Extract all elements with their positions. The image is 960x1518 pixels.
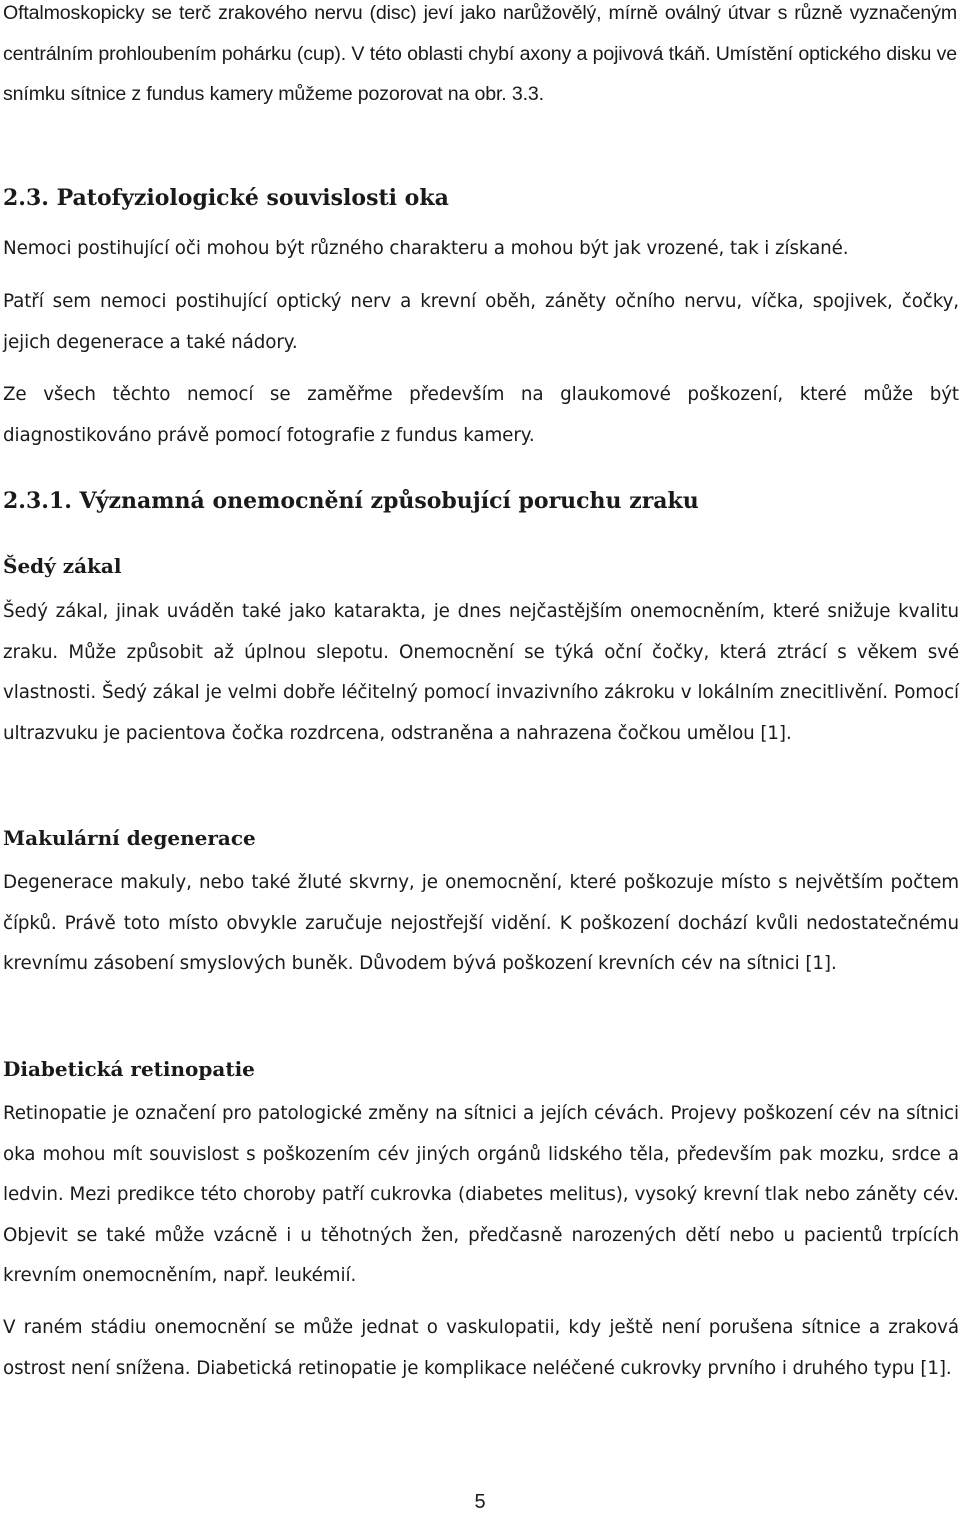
page-number: 5 (474, 1491, 486, 1513)
paragraph-disease-types: Patří sem nemoci postihující optický nerv a krevní oběh, záněty očního nervu, víčka, spojivek, čočky, jejich degenerace a také nádory. (3, 291, 959, 353)
paragraph-cataract: Šedý zákal, jinak uváděn také jako katarakta, je dnes nejčastějším onemocněním, které snižuje kvalitu zraku. Může způsobit až úplnou slepotu. Onemocnění se týká oční čočky, která ztrácí s věkem své vlastnosti. Šedý zákal je velmi dobře léčitelný pomocí invazivního zákroku v lokálním znecitlivění. Pomocí ultrazvuku je pacientova čočka rozdrcena, odstraněna a nahrazena čočkou umělou [1]. (3, 601, 959, 744)
heading-diabetic-retinopathy: Diabetická retinopatie (3, 1057, 255, 1081)
heading-macular-degeneration: Makulární degenerace (3, 826, 256, 850)
paragraph-eye-diseases: Nemoci postihující oči mohou být různého charakteru a mohou být jak vrozené, tak i získané. (3, 238, 849, 259)
section-heading: 2.3. Patofyziologické souvislosti oka (3, 185, 449, 211)
subsection-heading: 2.3.1. Významná onemocnění způsobující poruchu zraku (3, 488, 699, 514)
paragraph-optic-disc: Oftalmoskopicky se terč zrakového nervu (disc) jeví jako narůžovělý, mírně oválný útvar s různě vyznačeným centrálním prohloubením pohárku (cup). V této oblasti chybí axony a pojivová tkáň. Umístění optického disku ve snímku sítnice z fundus kamery můžeme pozorovat na obr. 3.3. (3, 2, 957, 105)
paragraph-glaucoma: Ze všech těchto nemocí se zaměřme především na glaukomové poškození, které může být diagnostikováno právě pomocí fotografie z fundus kamery. (3, 384, 959, 446)
heading-cataract: Šedý zákal (3, 554, 122, 578)
paragraph-retinopathy: Retinopatie je označení pro patologické změny na sítnici a jejích cévách. Projevy poškození cév na sítnici oka mohou mít souvislost s poškozením cév jiných orgánů lidského těla, především pak mozku, srdce a ledvin. Mezi predikce této choroby patří cukrovka (diabetes melitus), vysoký krevní tlak nebo záněty cév. Objevit se také může vzácně i u těhotných žen, předčasně narozených dětí nebo u pacientů trpících krevním onemocněním, např. leukémií. (3, 1103, 959, 1286)
paragraph-macular-degeneration: Degenerace makuly, nebo také žluté skvrny, je onemocnění, které poškozuje místo s největším počtem čípků. Právě toto místo obvykle zaručuje nejostřejší vidění. K poškození dochází kvůli nedostatečnému krevnímu zásobení smyslových buněk. Důvodem bývá poškození krevních cév na sítnici [1]. (3, 872, 959, 974)
paragraph-retinopathy-stage: V raném stádiu onemocnění se může jednat o vaskulopatii, kdy ještě není porušena sítnice a zraková ostrost není snížena. Diabetická retinopatie je komplikace neléčené cukrovky prvního i druhého typu [1]. (3, 1317, 959, 1379)
